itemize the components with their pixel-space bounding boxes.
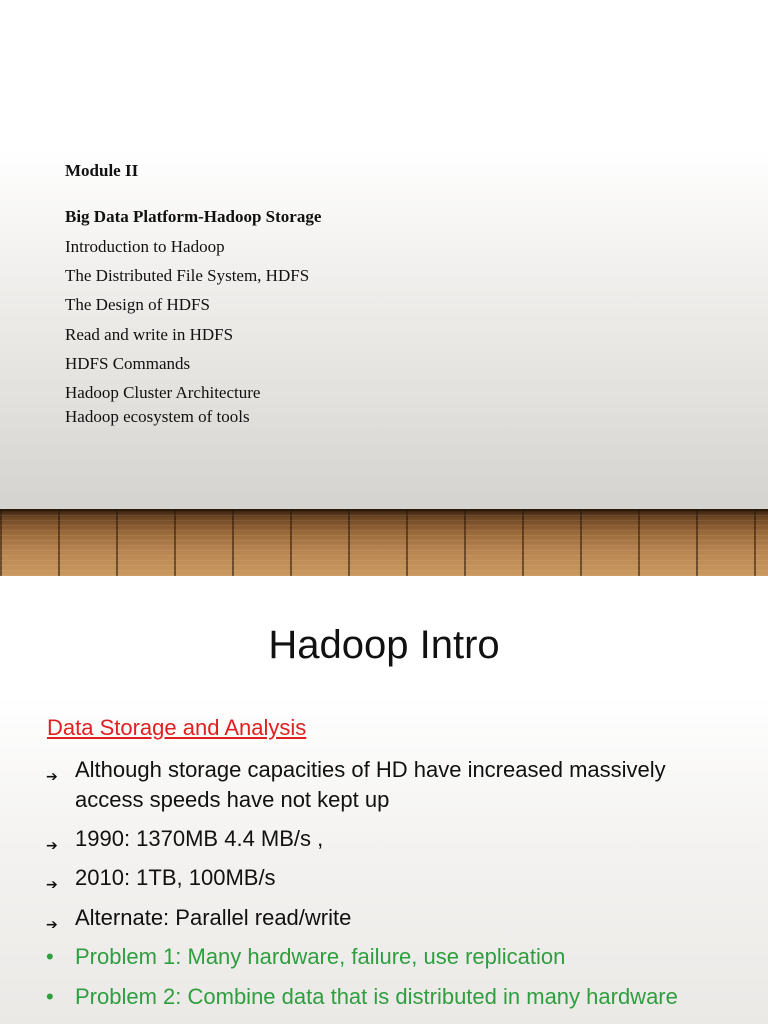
bullet-text: 2010: 1TB, 100MB/s (75, 865, 276, 890)
bullet-text: Problem 2: Combine data that is distributed in many hardware (75, 984, 678, 1009)
slide-title: Hadoop Intro (268, 623, 500, 667)
module-label: Module II (65, 161, 139, 180)
module-heading: Big Data Platform-Hadoop Storage (65, 207, 322, 226)
topic-item: The Design of HDFS (65, 295, 210, 314)
topic-item: Introduction to Hadoop (65, 237, 225, 256)
topic-item: Hadoop Cluster Architecture (65, 383, 261, 402)
arrow-bullet-icon: ➔ (46, 768, 58, 784)
arrow-bullet-icon: ➔ (46, 876, 58, 892)
floor-grain (0, 511, 768, 576)
topic-item: The Distributed File System, HDFS (65, 266, 310, 285)
dot-bullet-icon: • (46, 984, 54, 1009)
topic-item: Hadoop ecosystem of tools (65, 407, 250, 426)
dot-bullet-icon: • (46, 944, 54, 969)
bullet-text: Problem 1: Many hardware, failure, use replication (75, 944, 566, 969)
topic-item: HDFS Commands (65, 354, 191, 373)
section-heading: Data Storage and Analysis (47, 715, 307, 740)
bullet-text: Alternate: Parallel read/write (75, 905, 352, 930)
arrow-bullet-icon: ➔ (46, 837, 58, 853)
bullet-text: 1990: 1370MB 4.4 MB/s , (75, 826, 324, 851)
bullet-text: Although storage capacities of HD have increased massively access speeds have not kept up (75, 757, 666, 812)
arrow-bullet-icon: ➔ (46, 916, 58, 932)
slide-2 (0, 576, 768, 1024)
topic-item: Read and write in HDFS (65, 325, 234, 344)
